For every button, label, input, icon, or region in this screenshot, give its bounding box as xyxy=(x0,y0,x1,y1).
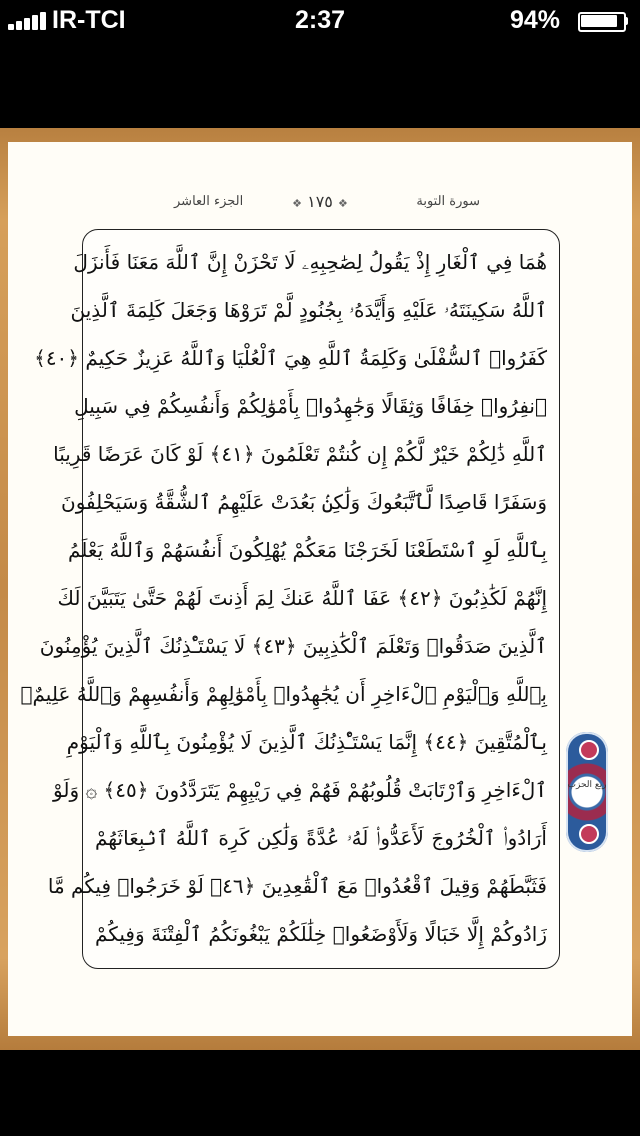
ornament-left-icon: ❖ xyxy=(292,197,303,210)
verse-line[interactable]: ٱلَّذِينَ صَدَقُوا۟ وَتَعْلَمَ ٱلْكَٰذِبِينَ ﴿٤٣﴾ لَا يَسْتَـْٔذِنُكَ ٱلَّذِينَ يُؤْمِنُونَ xyxy=(39,634,547,658)
surah-name: سورة التوبة xyxy=(416,194,480,209)
side-marker-label: ربع الحزب xyxy=(567,780,607,790)
verse-line[interactable]: أَرَادُوا۟ ٱلْخُرُوجَ لَأَعَدُّوا۟ لَهُۥ عُدَّةً وَلَٰكِن كَرِهَ ٱللَّهُ ٱنۢبِعَاثَهُمْ xyxy=(95,826,547,850)
juz-name: الجزء العاشر xyxy=(174,194,244,209)
mushaf-page[interactable] xyxy=(8,142,632,1036)
verse-text-frame xyxy=(20,229,560,969)
page-number xyxy=(8,192,632,211)
ornament-right-icon: ❖ xyxy=(337,197,348,210)
verse-line[interactable]: وَسَفَرًا قَاصِدًا لَّٱتَّبَعُوكَ وَلَٰكِنۢ بَعُدَتْ عَلَيْهِمُ ٱلشُّقَّةُ وَسَيَحْلِفُونَ xyxy=(61,490,547,514)
verse-line[interactable]: بِٱللَّهِ لَوِ ٱسْتَطَعْنَا لَخَرَجْنَا مَعَكُمْ يُهْلِكُونَ أَنفُسَهُمْ وَٱللَّهُ يَعْلَمُ xyxy=(68,538,547,562)
verse-line[interactable]: ٱلْءَاخِرِ وَٱرْتَابَتْ قُلُوبُهُمْ فَهُمْ فِي رَيْبِهِمْ يَتَرَدَّدُونَ ﴿٤٥﴾ ۞ وَلَوْ xyxy=(53,778,547,802)
verse-line[interactable]: زَادُوكُمْ إِلَّا خَبَالًا وَلَأَوْضَعُوا۟ خِلَٰلَكُمْ يَبْغُونَكُمُ ٱلْفِتْنَةَ وَفِيكُمْ xyxy=(95,922,547,946)
verse-line[interactable]: إِنَّهُمْ لَكَٰذِبُونَ ﴿٤٢﴾ عَفَا ٱللَّهُ عَنكَ لِمَ أَذِنتَ لَهُمْ حَتَّىٰ يَتَبَيَّنَ لَكَ xyxy=(57,586,547,610)
clock: 2:37 xyxy=(294,6,346,34)
verse-line[interactable]: ٱللَّهُ سَكِينَتَهُۥ عَلَيْهِ وَأَيَّدَهُۥ بِجُنُودٍ لَّمْ تَرَوْهَا وَجَعَلَ كَلِمَةَ ٱلَّذِينَ xyxy=(70,298,547,322)
page-frame xyxy=(0,128,640,1050)
carrier-name: IR-TCI xyxy=(52,6,126,34)
battery-icon xyxy=(578,12,628,30)
verse-line[interactable]: كَفَرُوا۟ ٱلسُّفْلَىٰ وَكَلِمَةُ ٱللَّهِ هِيَ ٱلْعُلْيَا وَٱللَّهُ عَزِيزٌ حَكِيمٌ ﴿٤٠﴾ xyxy=(34,346,547,370)
verse-line[interactable]: ٱللَّهِ ذَٰلِكُمْ خَيْرٌ لَّكُمْ إِن كُنتُمْ تَعْلَمُونَ ﴿٤١﴾ لَوْ كَانَ عَرَضًا قَرِيبًا xyxy=(53,442,547,466)
verse-line[interactable]: فَثَبَّطَهُمْ وَقِيلَ ٱقْعُدُوا۟ مَعَ ٱلْقَٰعِدِينَ ﴿٤٦﴾ لَوْ خَرَجُوا۟ فِيكُم مَّا xyxy=(47,874,547,898)
verse-line[interactable]: بِٱلْمُتَّقِينَ ﴿٤٤﴾ إِنَّمَا يَسْتَـْٔذِنُكَ ٱلَّذِينَ لَا يُؤْمِنُونَ بِٱللَّهِ وَٱلْيَوْمِ xyxy=(66,730,547,754)
verse-line[interactable]: بِٱللَّهِ وَٱلْيَوْمِ ٱلْءَاخِرِ أَن يُجَٰهِدُوا۟ بِأَمْوَٰلِهِمْ وَأَنفُسِهِمْ وَٱللَّهُ عَلِيمٌۢ xyxy=(20,682,547,706)
battery-percentage: 94% xyxy=(509,6,560,34)
verse-line[interactable]: ٱنفِرُوا۟ خِفَافًا وَثِقَالًا وَجَٰهِدُوا۟ بِأَمْوَٰلِكُمْ وَأَنفُسِكُمْ فِي سَبِيلِ xyxy=(74,394,547,418)
status-bar xyxy=(0,0,640,40)
hizb-quarter-marker-icon xyxy=(566,732,608,852)
page-header xyxy=(8,188,632,218)
page-number-value: ١٧٥ xyxy=(307,192,333,211)
verse-line[interactable]: هُمَا فِي ٱلْغَارِ إِذْ يَقُولُ لِصَٰحِبِهِۦ لَا تَحْزَنْ إِنَّ ٱللَّهَ مَعَنَا فَأَنزَلَ xyxy=(73,250,547,274)
